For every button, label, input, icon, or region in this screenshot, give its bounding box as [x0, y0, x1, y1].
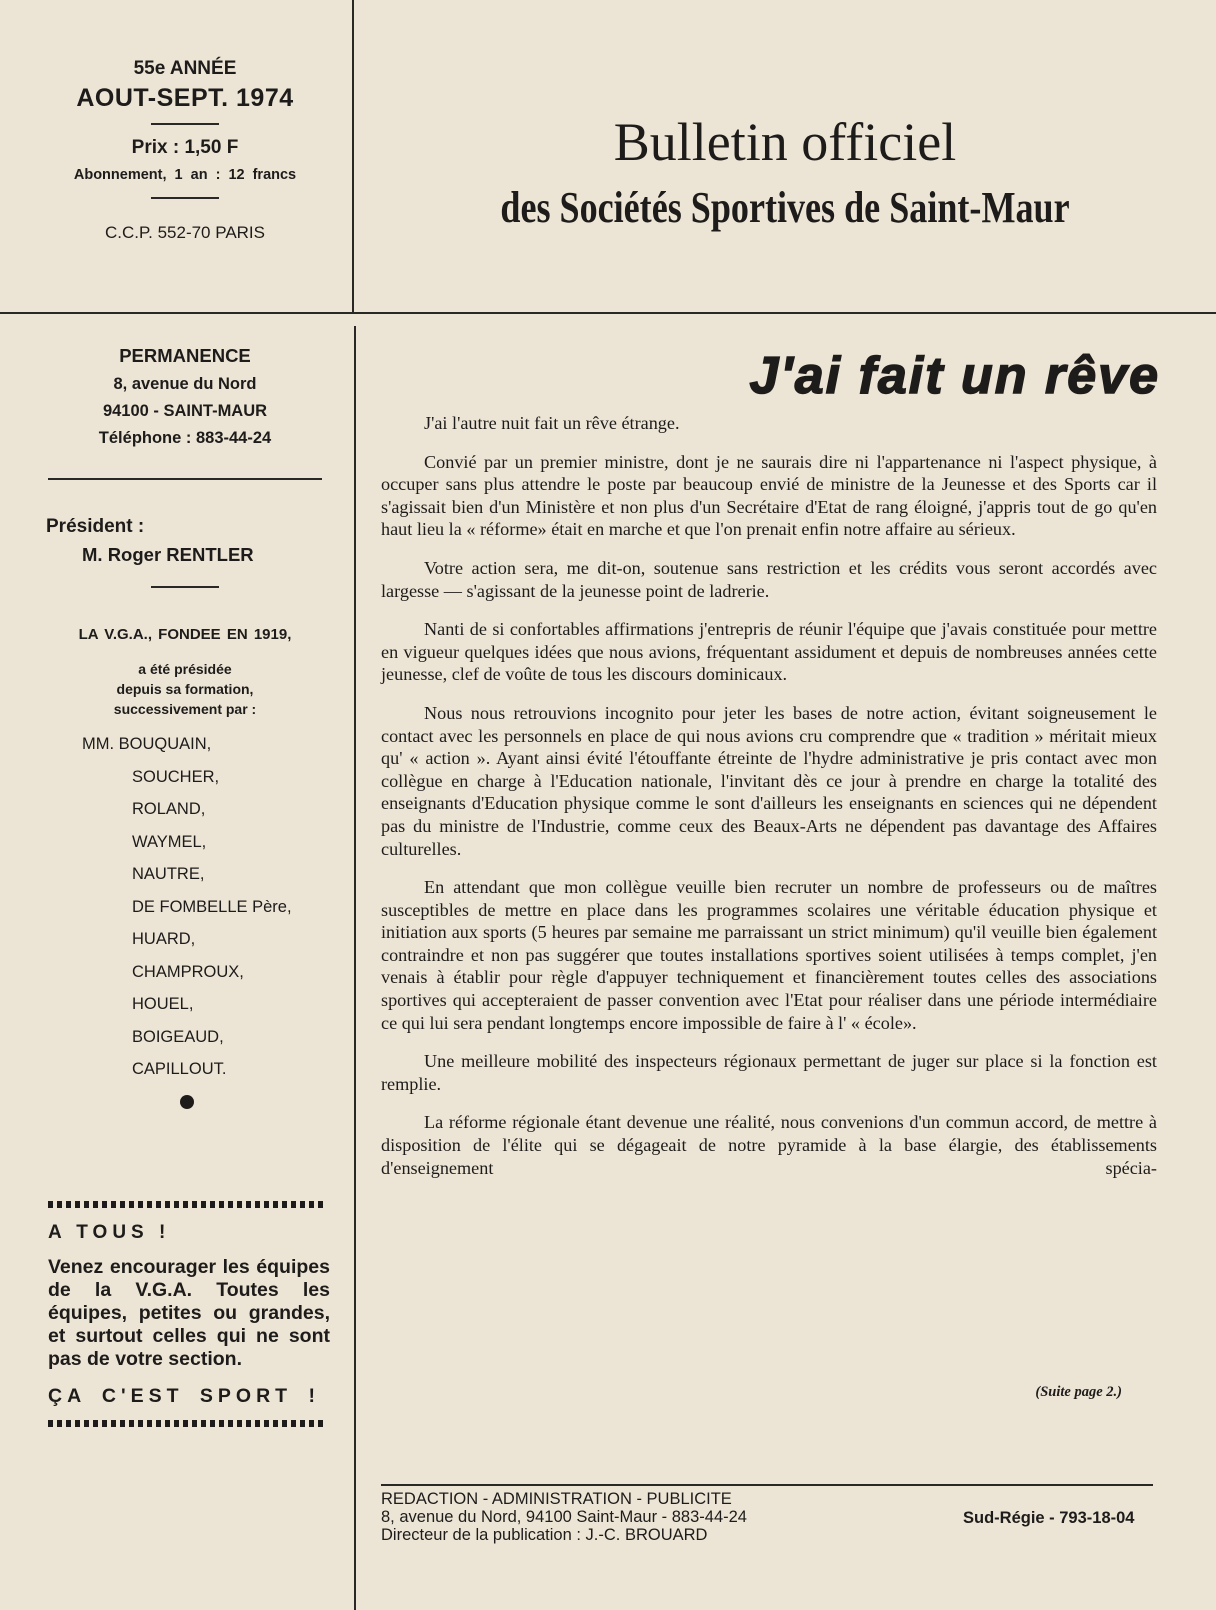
permanence-address-city: 94100 - SAINT-MAUR — [102, 402, 268, 420]
masthead — [355, 112, 1215, 236]
issue-price: Prix : 1,50 F — [131, 137, 239, 158]
footer-departments: REDACTION - ADMINISTRATION - PUBLICITE — [381, 1490, 732, 1508]
past-presidents-list — [40, 735, 330, 1093]
header-divider-vertical — [352, 0, 354, 312]
vga-subtitle-2: depuis sa formation, — [116, 681, 254, 697]
sidebar — [40, 345, 330, 1427]
president-name: M. Roger RENTLER — [82, 544, 254, 565]
callout-slogan: ÇA C'EST SPORT ! — [48, 1384, 321, 1407]
list-item: DE FOMBELLE Père, — [132, 897, 292, 916]
subscription-price: Abonnement, 1 an : 12 francs — [73, 167, 297, 183]
list-item: MM. BOUQUAIN, — [82, 735, 212, 753]
footer — [381, 1490, 1161, 1544]
article-body — [381, 412, 1157, 1195]
ccp-account: C.C.P. 552-70 PARIS — [104, 223, 265, 242]
bullet-dot-icon — [180, 1095, 194, 1109]
article-paragraph: Votre action sera, me dit-on, soutenue sans restriction et les crédits vous seront accordés avec largesse — s'agissant de la jeunesse point de ladrerie. — [381, 557, 1157, 601]
article-paragraph: Nous nous retrouvions incognito pour jeter les bases de notre action, évitant soigneusement le contact avec les personnels en place de qui nous avions cru comprendre que « tradition » méritait mieux qu' « action ». Ayant ainsi évité l'étouffante étreinte de l'hydre administrative je pris contact avec mon collègue en charge à l'Education nationale, l'invitant dès ce jour à prendre en charge la totalité des enseignants d'Education physique comme le sont d'ailleurs les enseignants en sciences qui ne dépendent pas du ministre de l'Industrie, comme ceux des Beaux-Arts ne dépendent pas davantage des Affaires culturelles. — [381, 702, 1157, 859]
list-item: SOUCHER, — [132, 767, 220, 786]
article-paragraph: La réforme régionale étant devenue une réalité, nous convenions d'un commun accord, de mettre à disposition de l'élite qui se dégageait de notre pyramide à la base élargie, des établissements d'enseignement spécia- — [381, 1112, 1157, 1178]
list-item: WAYMEL, — [132, 832, 207, 851]
list-item: HOUEL, — [132, 995, 194, 1013]
permanence-phone: Téléphone : 883-44-24 — [98, 429, 272, 447]
list-item: CAPILLOUT. — [132, 1060, 227, 1078]
footer-regie: Sud-Régie - 793-18-04 — [963, 1509, 1135, 1527]
divider — [151, 586, 219, 588]
masthead-subtitle: des Sociétés Sportives de Saint-Maur — [500, 183, 1070, 232]
divider — [48, 478, 322, 480]
list-item: HUARD, — [132, 930, 196, 948]
header-divider-horizontal — [0, 312, 1216, 314]
callout-text: Venez encourager les équipes de la V.G.A. Toutes les équipes, petites ou grandes, et surtout celles qui ne sont pas de votre section. — [48, 1255, 330, 1370]
dashed-divider — [48, 1420, 326, 1427]
issue-date: AOUT-SEPT. 1974 — [76, 84, 294, 112]
divider — [151, 123, 219, 125]
list-item: BOIGEAUD, — [132, 1027, 224, 1046]
callout-title: A TOUS ! — [48, 1221, 171, 1243]
list-item: ROLAND, — [132, 800, 206, 818]
footer-director: Directeur de la publication : J.-C. BROUARD — [381, 1526, 708, 1544]
president-label: Président : — [46, 516, 145, 537]
list-item: CHAMPROUX, — [132, 962, 244, 981]
article-paragraph: J'ai l'autre nuit fait un rêve étrange. — [424, 413, 680, 433]
permanence-block — [40, 345, 330, 448]
vga-founded: LA V.G.A., FONDEE EN 1919, — [78, 626, 292, 643]
column-divider-vertical — [354, 326, 356, 1610]
article-paragraph: Une meilleure mobilité des inspecteurs régionaux permettant de juger sur place si la fonction est remplie. — [381, 1051, 1157, 1094]
masthead-title: Bulletin officiel — [613, 112, 957, 172]
permanence-title: PERMANENCE — [119, 345, 251, 366]
divider — [151, 197, 219, 199]
continued-note: (Suite page 2.) — [1035, 1384, 1122, 1400]
list-item: NAUTRE, — [132, 865, 205, 883]
article-title: J'ai fait un rêve — [749, 347, 1160, 405]
article-paragraph: Convié par un premier ministre, dont je ne saurais dire ni l'appartenance ni l'aspect physique, à occuper sans plus attendre le poste par beaucoup envié de ministre de la Jeunesse et des Sports car il s'agissait bien d'un Ministère et non plus d'un Secrétaire d'Etat de rang éloigné, j'appris tout de go qu'en haut lieu la « réforme» était en marche et que l'on prenait enfin notre affaire au sérieux. — [381, 451, 1157, 540]
dashed-divider — [48, 1201, 326, 1208]
vga-subtitle-1: a été présidée — [138, 661, 232, 677]
issue-info — [30, 58, 340, 243]
article-paragraph: En attendant que mon collègue veuille bien recruter un nombre de professeurs ou de maîtres susceptibles de mettre en place dans les programmes scolaires une véritable éducation physique et initiation aux sports (5 heures par semaine me parraissant un strict minimum) qu'il veuille bien également contraindre et non pas suggérer que toutes installations sportives soient utilisées à temps complet, j'en venais à établir pour règle d'appuyer techniquement et financièrement toutes celles des associations sportives qui accepteraient de passer convention avec l'Etat pour réaliser dans une période intermédiaire ce qui lui sera pendant longtemps encore impossible de faire à l' « école». — [381, 877, 1157, 1033]
vga-subtitle-3: successivement par : — [113, 701, 257, 717]
article-paragraph: Nanti de si confortables affirmations j'entrepris de réunir l'équipe que j'avais constituée pour mettre en vigueur quelques idées que nous avions, fréquentant assidument et depuis de nombreuses années cette jeunesse, clef de voûte de tous les discours dominicaux. — [381, 619, 1157, 685]
footer-address: 8, avenue du Nord, 94100 Saint-Maur - 883-44-24 — [381, 1508, 747, 1526]
footer-rule — [381, 1484, 1153, 1486]
permanence-address-street: 8, avenue du Nord — [113, 375, 257, 393]
issue-year: 55e ANNÉE — [133, 58, 237, 79]
